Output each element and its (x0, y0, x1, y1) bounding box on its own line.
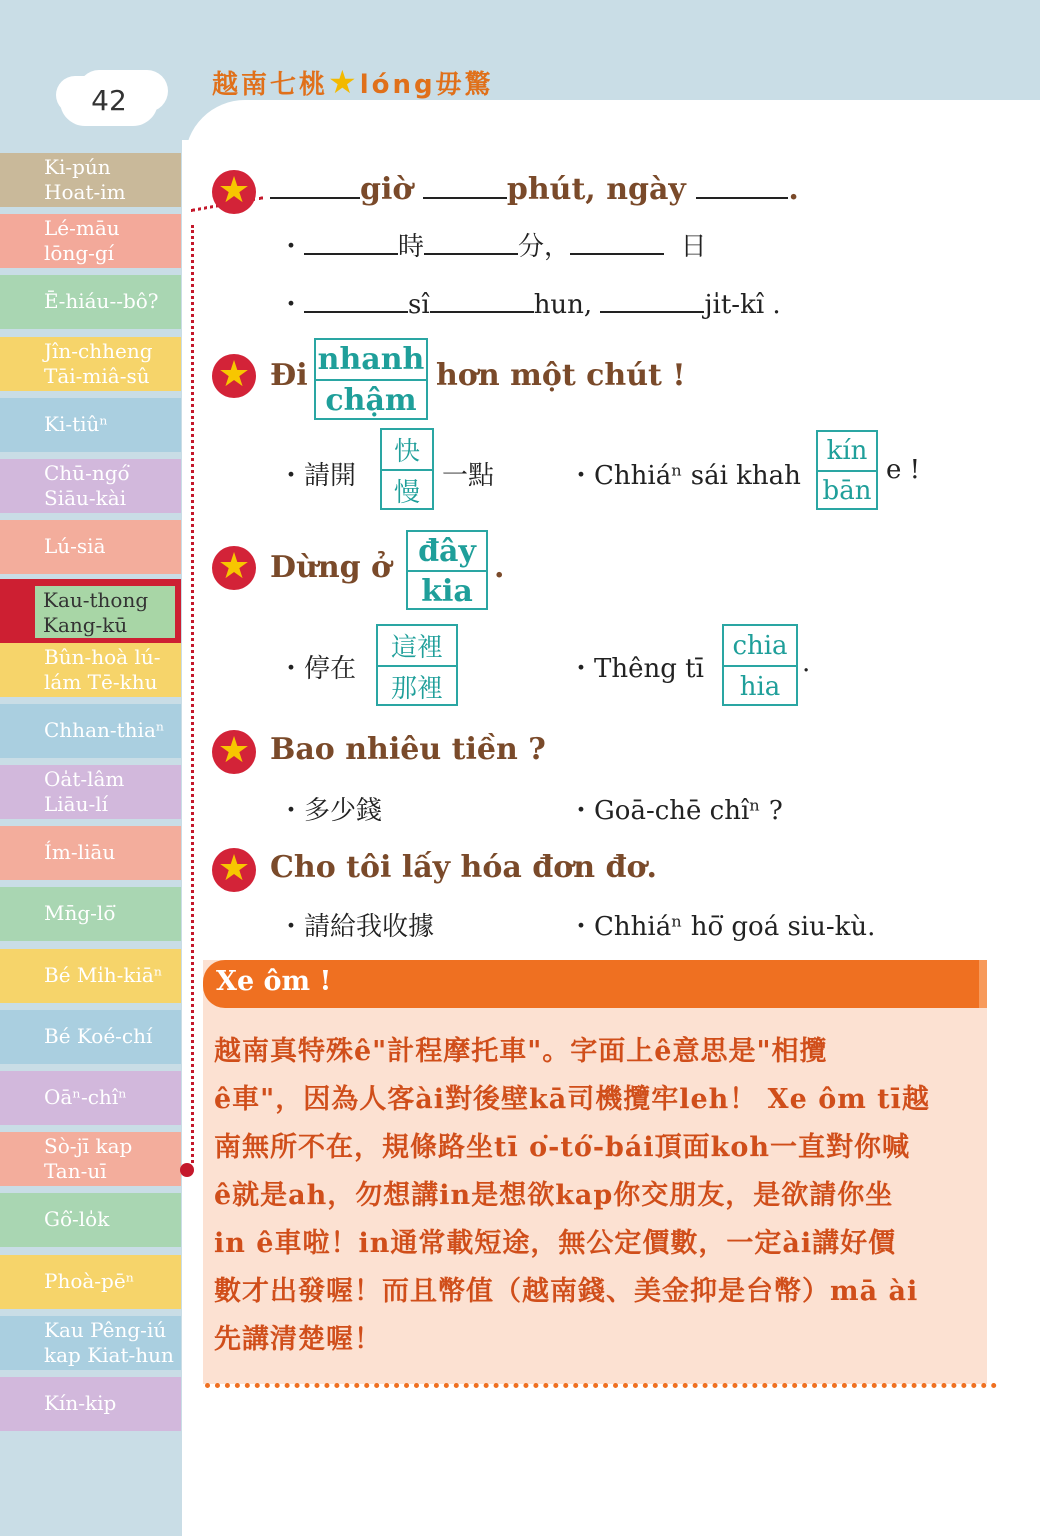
option-cham: chậm (316, 379, 426, 420)
star-badge-icon: ★ (212, 546, 256, 590)
star-badge-icon: ★ (212, 170, 256, 214)
sidebar-tab[interactable] (0, 337, 181, 391)
sidebar-tab-label: Siāu-kài (44, 486, 127, 510)
sidebar-tab[interactable] (0, 1071, 181, 1125)
sidebar-tab[interactable] (0, 1193, 181, 1247)
sidebar-tab-label: Lú-siā (44, 534, 106, 558)
star-badge-icon: ★ (212, 848, 256, 892)
star-badge-icon: ★ (212, 354, 256, 398)
phrase-3-options (406, 530, 488, 610)
option-here: 這裡 (390, 633, 443, 663)
sidebar-tab-label: Mn̄g-lō͘ (44, 901, 116, 925)
phrase-4-taiwanese: ・Goā-chē chîⁿ ? (568, 796, 783, 826)
phrase-2-rest: hơn một chút ! (436, 358, 686, 393)
phrase-4-mandarin: ・多少錢 (278, 796, 383, 826)
option-kin: kín (826, 436, 868, 466)
sidebar-tab-label: kap Kiat-hun (44, 1343, 174, 1367)
note-line: 南無所不在，規條路坐tī o͘-tó͘-bái頂面koh一直對你喊 (214, 1132, 911, 1163)
phrase-5-taiwanese: ・Chhiáⁿ hō͘ goá siu-kù. (568, 912, 876, 942)
sidebar-tab-label: Kau-thong Kang-kū (35, 586, 175, 638)
phrase-3-word: Dừng ở (270, 550, 392, 585)
option-kia: kia (408, 570, 486, 610)
sidebar-tab-label: Lé-māu (44, 216, 120, 240)
sidebar-tab-label: Liāu-lí (44, 792, 109, 816)
option-day: đây (418, 533, 476, 569)
note-text (214, 1028, 970, 1364)
sidebar-tab-label: Sò-jī kap (44, 1134, 133, 1158)
phrase-2-mandarin-a: ・請開 (278, 461, 357, 491)
sidebar-tab[interactable] (0, 459, 181, 513)
sidebar-tab[interactable] (0, 1010, 181, 1064)
sidebar-tab-label: Bûn-hoà lú- (44, 645, 161, 669)
book-title (212, 63, 494, 101)
note-line: 數才出發喔！而且幣值（越南錢、美金抑是台幣）mā ài (214, 1276, 919, 1307)
sidebar-tab[interactable] (0, 826, 181, 880)
phrase-5-vietnamese: Cho tôi lấy hóa đơn đơ. (270, 850, 657, 885)
phrase-4-vietnamese: Bao nhiêu tiền ? (270, 732, 546, 767)
sidebar-tab-label: Bé Mi̍h-kiāⁿ (44, 963, 163, 987)
sidebar-tab-label: Phoà-pēⁿ (44, 1269, 135, 1293)
option-there: 那裡 (378, 665, 456, 706)
sidebar-tab-label: Jîn-chheng (44, 339, 153, 363)
page-number: 42 (91, 84, 127, 117)
book-title-right: lóng毋驚 (359, 70, 494, 100)
sidebar-tab-label: Ím-liāu (44, 840, 116, 864)
sidebar-tab-label: Tāi-miâ-sû (44, 364, 150, 388)
sidebar-tab[interactable] (0, 1377, 181, 1431)
sidebar-tab[interactable] (0, 214, 181, 268)
sidebar-tab[interactable] (0, 275, 181, 329)
dotted-connector (191, 225, 194, 1163)
note-line: 先講清楚喔！ (214, 1324, 382, 1355)
sidebar-tab-label: Ē-hiáu--bô? (44, 289, 159, 313)
option-fast: 快 (393, 437, 420, 467)
star-icon: ★ (328, 63, 360, 101)
sidebar-tab-label: lám Tē-khu (44, 670, 158, 694)
phrase-2-mandarin-b: 一點 (442, 461, 495, 491)
note-title: Xe ôm ! (216, 966, 332, 997)
option-chia: chia (732, 630, 788, 661)
phrase-3-end: . (494, 550, 505, 585)
sidebar-tab-label: Tan-uī (44, 1159, 107, 1183)
sidebar-tab[interactable] (0, 579, 181, 645)
phrase-3-taiwanese-options (722, 624, 798, 706)
sidebar-tab-label: Bé Koé-chí (44, 1024, 153, 1048)
option-ban: bān (818, 470, 876, 510)
sidebar-tab[interactable] (0, 704, 181, 758)
sidebar-tab[interactable] (0, 520, 181, 574)
phrase-2-taiwanese-a: ・Chhiáⁿ sái khah (568, 461, 801, 491)
option-slow: 慢 (382, 469, 432, 510)
phrase-1-taiwanese: ・ sî hun, ji̍t-kî . (278, 290, 781, 320)
sidebar-tab[interactable] (0, 765, 181, 819)
phrase-2-word: Đi (270, 358, 308, 393)
sidebar-tab[interactable] (0, 949, 181, 1003)
option-nhanh: nhanh (317, 342, 425, 377)
option-hia: hia (724, 665, 796, 706)
phrase-1-mandarin: ・ 時 分， 日 (278, 232, 707, 262)
note-line: ê車"，因為人客ài對後壁kā司機攬牢leh！ Xe ôm tī越 (214, 1084, 930, 1115)
sidebar-tab[interactable] (0, 1255, 181, 1309)
sidebar-tab-label: Gô͘-lo̍k (44, 1207, 110, 1231)
sidebar-tab[interactable] (0, 643, 181, 697)
sidebar-tab-label: Chū-ngó͘ (44, 461, 130, 485)
note-line: in ê車啦！in通常載短途，無公定價數，一定ài講好價 (214, 1228, 897, 1259)
phrase-3-mandarin-a: ・停在 (278, 654, 357, 684)
sidebar-tab[interactable] (0, 1132, 181, 1186)
note-line: ê就是ah，勿想講in是想欲kap你交朋友，是欲請你坐 (214, 1180, 894, 1211)
star-badge-icon: ★ (212, 730, 256, 774)
sidebar-tab[interactable] (0, 887, 181, 941)
note-dotted-divider (205, 1383, 997, 1388)
sidebar-tab-label: Chhan-thiaⁿ (44, 718, 165, 742)
phrase-1-vietnamese: giờ phút, ngày . (270, 172, 799, 207)
note-line: 越南真特殊ê"計程摩托車"。字面上ê意思是"相攬 (214, 1036, 828, 1067)
phrase-2-taiwanese-options (816, 430, 878, 510)
phrase-2-mandarin-options (380, 428, 434, 510)
sidebar-tab-label: Oa̍t-lâm (44, 767, 125, 791)
connector-dot-icon (180, 1163, 194, 1177)
sidebar-tab[interactable] (0, 398, 181, 452)
sidebar-tab-label: Ki-pún (44, 155, 111, 179)
sidebar-tab-label: Kau Pêng-iú (44, 1318, 167, 1342)
phrase-3-mandarin-options (376, 624, 458, 706)
sidebar-tab[interactable] (0, 1316, 181, 1370)
sidebar-tab-label: Kín-kip (44, 1391, 117, 1415)
sidebar-tab[interactable] (0, 153, 181, 207)
phrase-3-taiwanese-a: ・Thêng tī (568, 654, 704, 684)
phrase-3-taiwanese-end: . (802, 648, 811, 678)
sidebar-tab-label: Oāⁿ-chîⁿ (44, 1085, 127, 1109)
phrase-2-options (314, 338, 428, 420)
phrase-5-mandarin: ・請給我收據 (278, 912, 435, 942)
sidebar-tab-label: Hoat-im (44, 180, 126, 204)
sidebar-tab-label: Ki-tiûⁿ (44, 412, 109, 436)
phrase-2-taiwanese-b: e ! (886, 455, 921, 485)
book-title-left: 越南七桃 (212, 70, 329, 100)
sidebar-tab-label: lōng-gí (44, 241, 115, 265)
